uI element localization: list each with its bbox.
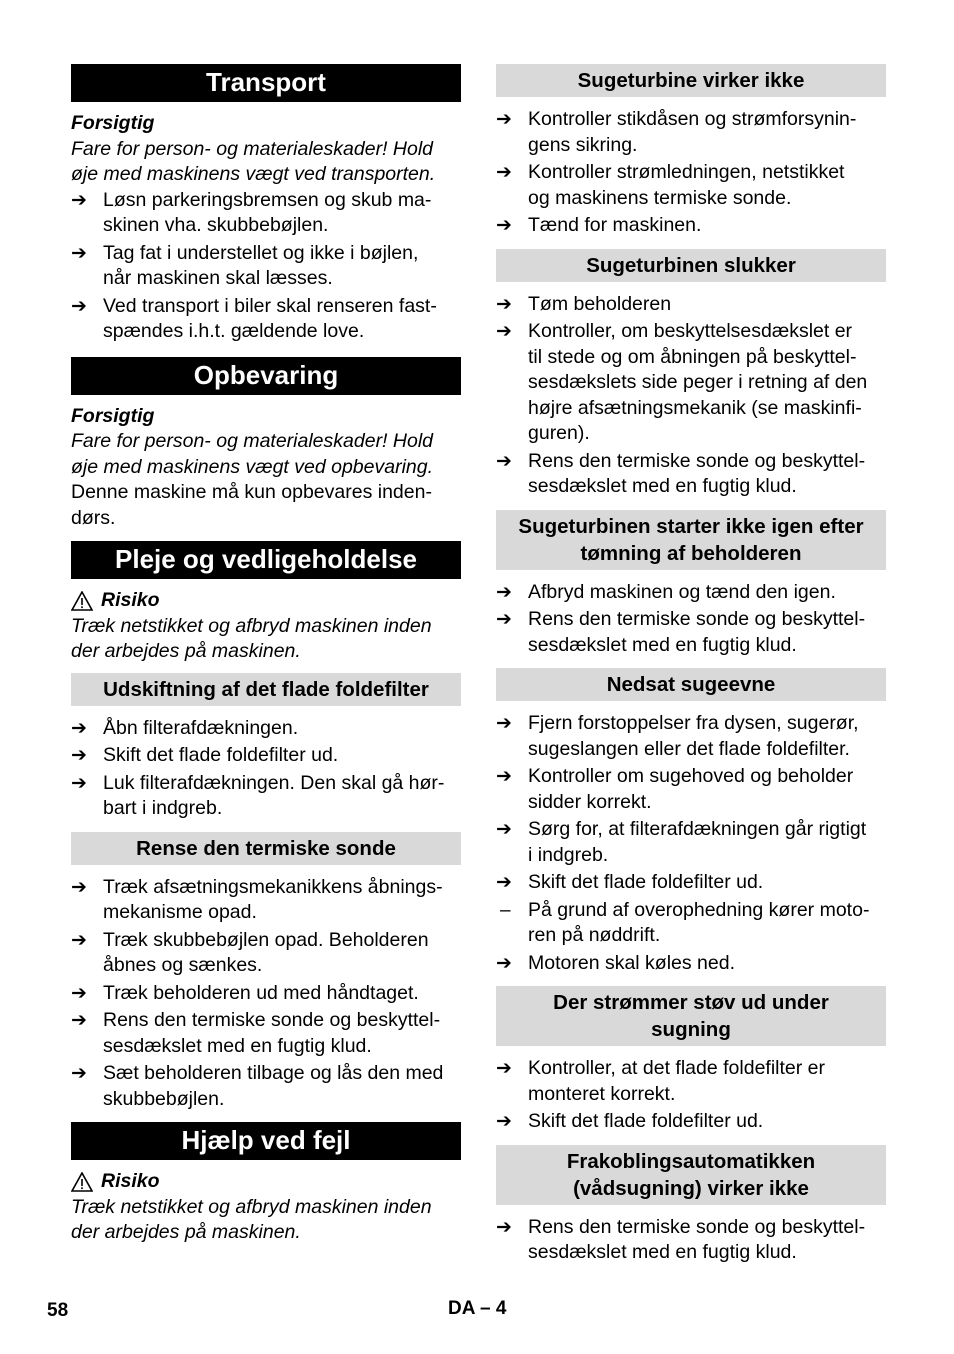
list-item: ➔ Skift det flade foldefilter ud. bbox=[496, 870, 886, 896]
s6-subheading: Frakoblingsautomatikken (vådsugning) virker ikke bbox=[496, 1145, 886, 1205]
transport-list bbox=[71, 188, 461, 345]
storage-text: Denne maskine må kun opbevares inden- dørs. bbox=[71, 481, 432, 529]
arrow-icon: ➔ bbox=[496, 609, 512, 630]
s2-subheading: Sugeturbinen slukker bbox=[496, 249, 886, 282]
warning-icon bbox=[71, 1172, 93, 1192]
list-item: ➔ Løsn parkeringsbremsen og skub ma- skinen vha. skubbebøjlen. bbox=[71, 188, 461, 239]
arrow-icon: ➔ bbox=[71, 929, 87, 951]
list-item: ➔ Åbn filterafdækningen. bbox=[71, 716, 461, 742]
list-item: ➔ Skift det flade foldefilter ud. bbox=[496, 1109, 886, 1135]
arrow-icon: ➔ bbox=[71, 1010, 87, 1031]
storage-caution-label: Forsigtig bbox=[71, 404, 155, 427]
list-item: ➔ Rens den termiske sonde og beskyttel- sesdækslet med en fugtig klud. bbox=[496, 449, 886, 500]
arrow-icon: ➔ bbox=[496, 713, 512, 734]
transport-caution-text: Fare for person- og materialeskader! Hold øje med maskinens vægt ved transporten. bbox=[71, 137, 436, 185]
arrow-icon: ➔ bbox=[71, 772, 87, 794]
arrow-icon: ➔ bbox=[71, 982, 87, 1004]
arrow-icon: ➔ bbox=[496, 952, 512, 974]
arrow-icon: ➔ bbox=[71, 242, 87, 264]
arrow-icon: ➔ bbox=[496, 450, 512, 472]
s3-subheading: Sugeturbinen starter ikke igen efter tømning af beholderen bbox=[496, 510, 886, 570]
list-item: ➔ Træk afsætningsmekanikkens åbnings- mekanisme opad. bbox=[71, 875, 461, 926]
list-item: ➔ Afbryd maskinen og tænd den igen. bbox=[496, 580, 886, 606]
list-item: ➔ Kontroller stikdåsen og strømforsynin- gens sikring. bbox=[496, 107, 886, 158]
list-item: ➔ Fjern forstoppelser fra dysen, sugerør, sugeslangen eller det flade foldefilter. bbox=[496, 711, 886, 762]
list-item: ➔ Kontroller strømledningen, netstikket og maskinens termiske sonde. bbox=[496, 160, 886, 211]
probe-subheading: Rense den termiske sonde bbox=[71, 832, 461, 865]
arrow-icon: ➔ bbox=[496, 1058, 512, 1079]
arrow-icon: ➔ bbox=[496, 872, 512, 893]
list-item: ➔ Kontroller om sugehoved og beholder sidder korrekt. bbox=[496, 764, 886, 815]
arrow-icon: ➔ bbox=[71, 745, 87, 766]
help-heading: Hjælp ved fejl bbox=[71, 1122, 461, 1160]
s4-subheading: Nedsat sugeevne bbox=[496, 668, 886, 701]
arrow-icon: ➔ bbox=[496, 1216, 512, 1238]
list-item: ➔ Kontroller, om beskyttelsesdækslet er til stede og om åbningen på beskyttel- sesdækslets side peger i retning af den højre afsætningsmekanik (se maskinfi- guren). bbox=[496, 319, 886, 447]
arrow-icon: ➔ bbox=[71, 717, 87, 739]
arrow-icon: ➔ bbox=[71, 189, 87, 211]
arrow-icon: ➔ bbox=[496, 766, 512, 787]
transport-caution-label: Forsigtig bbox=[71, 112, 155, 134]
s2-list bbox=[496, 292, 886, 500]
arrow-icon: ➔ bbox=[496, 1111, 512, 1132]
list-item: ➔ Rens den termiske sonde og beskyttel- sesdækslet med en fugtig klud. bbox=[496, 607, 886, 658]
arrow-icon: ➔ bbox=[496, 293, 512, 315]
probe-list bbox=[71, 875, 461, 1113]
list-item: ➔ Tøm beholderen bbox=[496, 292, 886, 318]
arrow-icon: ➔ bbox=[496, 162, 512, 183]
arrow-icon: ➔ bbox=[496, 109, 512, 130]
arrow-icon: ➔ bbox=[496, 215, 512, 236]
s1-subheading: Sugeturbine virker ikke bbox=[496, 64, 886, 97]
arrow-icon: ➔ bbox=[496, 581, 512, 603]
arrow-icon: ➔ bbox=[496, 819, 512, 840]
language-page-code: DA – 4 bbox=[448, 1298, 507, 1319]
warning-icon bbox=[71, 591, 93, 611]
care-risk-text: Træk netstikket og afbryd maskinen inden der arbejdes på maskinen. bbox=[71, 614, 432, 662]
s6-list bbox=[496, 1215, 886, 1266]
care-risk: Risiko bbox=[71, 588, 461, 614]
list-item: ➔ Sæt beholderen tilbage og lås den med skubbebøjlen. bbox=[71, 1061, 461, 1112]
list-item: ➔ Ved transport i biler skal renseren fast- spændes i.h.t. gældende love. bbox=[71, 294, 461, 345]
dash-icon: – bbox=[500, 899, 511, 921]
filter-list bbox=[71, 716, 461, 822]
list-item: ➔ Træk skubbebøjlen opad. Beholderen åbnes og sænkes. bbox=[71, 928, 461, 979]
help-risk: Risiko bbox=[71, 1169, 461, 1195]
arrow-icon: ➔ bbox=[71, 1063, 87, 1084]
list-item: ➔ Tag fat i understellet og ikke i bøjlen, når maskinen skal læsses. bbox=[71, 241, 461, 292]
arrow-icon: ➔ bbox=[496, 321, 512, 342]
storage-caution-text: Fare for person- og materialeskader! Hold øje med maskinens vægt ved opbevaring. bbox=[71, 430, 434, 478]
list-item: – På grund af overophedning kører moto- ren på nøddrift. bbox=[496, 898, 886, 949]
right-column bbox=[496, 64, 886, 1268]
page-number: 58 bbox=[47, 1300, 69, 1321]
list-item: ➔ Luk filterafdækningen. Den skal gå hør- bart i indgreb. bbox=[71, 771, 461, 822]
care-heading: Pleje og vedligeholdelse bbox=[71, 541, 461, 579]
arrow-icon: ➔ bbox=[71, 876, 87, 898]
transport-heading: Transport bbox=[71, 64, 461, 102]
list-item: ➔ Motoren skal køles ned. bbox=[496, 951, 886, 977]
list-item: ➔ Rens den termiske sonde og beskyttel- sesdækslet med en fugtig klud. bbox=[71, 1008, 461, 1059]
storage-heading: Opbevaring bbox=[71, 357, 461, 395]
s1-list bbox=[496, 107, 886, 239]
filter-subheading: Udskiftning af det flade foldefilter bbox=[71, 673, 461, 706]
list-item: ➔ Kontroller, at det flade foldefilter er monteret korrekt. bbox=[496, 1056, 886, 1107]
list-item: ➔ Skift det flade foldefilter ud. bbox=[71, 743, 461, 769]
list-item: ➔ Sørg for, at filterafdækningen går rigtigt i indgreb. bbox=[496, 817, 886, 868]
s5-list bbox=[496, 1056, 886, 1135]
arrow-icon: ➔ bbox=[71, 295, 87, 317]
help-risk-text: Træk netstikket og afbryd maskinen inden der arbejdes på maskinen. bbox=[71, 1195, 432, 1243]
s3-list bbox=[496, 580, 886, 659]
s4-list bbox=[496, 711, 886, 976]
list-item: ➔ Træk beholderen ud med håndtaget. bbox=[71, 981, 461, 1007]
s5-subheading: Der strømmer støv ud under sugning bbox=[496, 986, 886, 1046]
list-item: ➔ Rens den termiske sonde og beskyttel- sesdækslet med en fugtig klud. bbox=[496, 1215, 886, 1266]
list-item: ➔ Tænd for maskinen. bbox=[496, 213, 886, 239]
left-column bbox=[71, 64, 461, 1246]
